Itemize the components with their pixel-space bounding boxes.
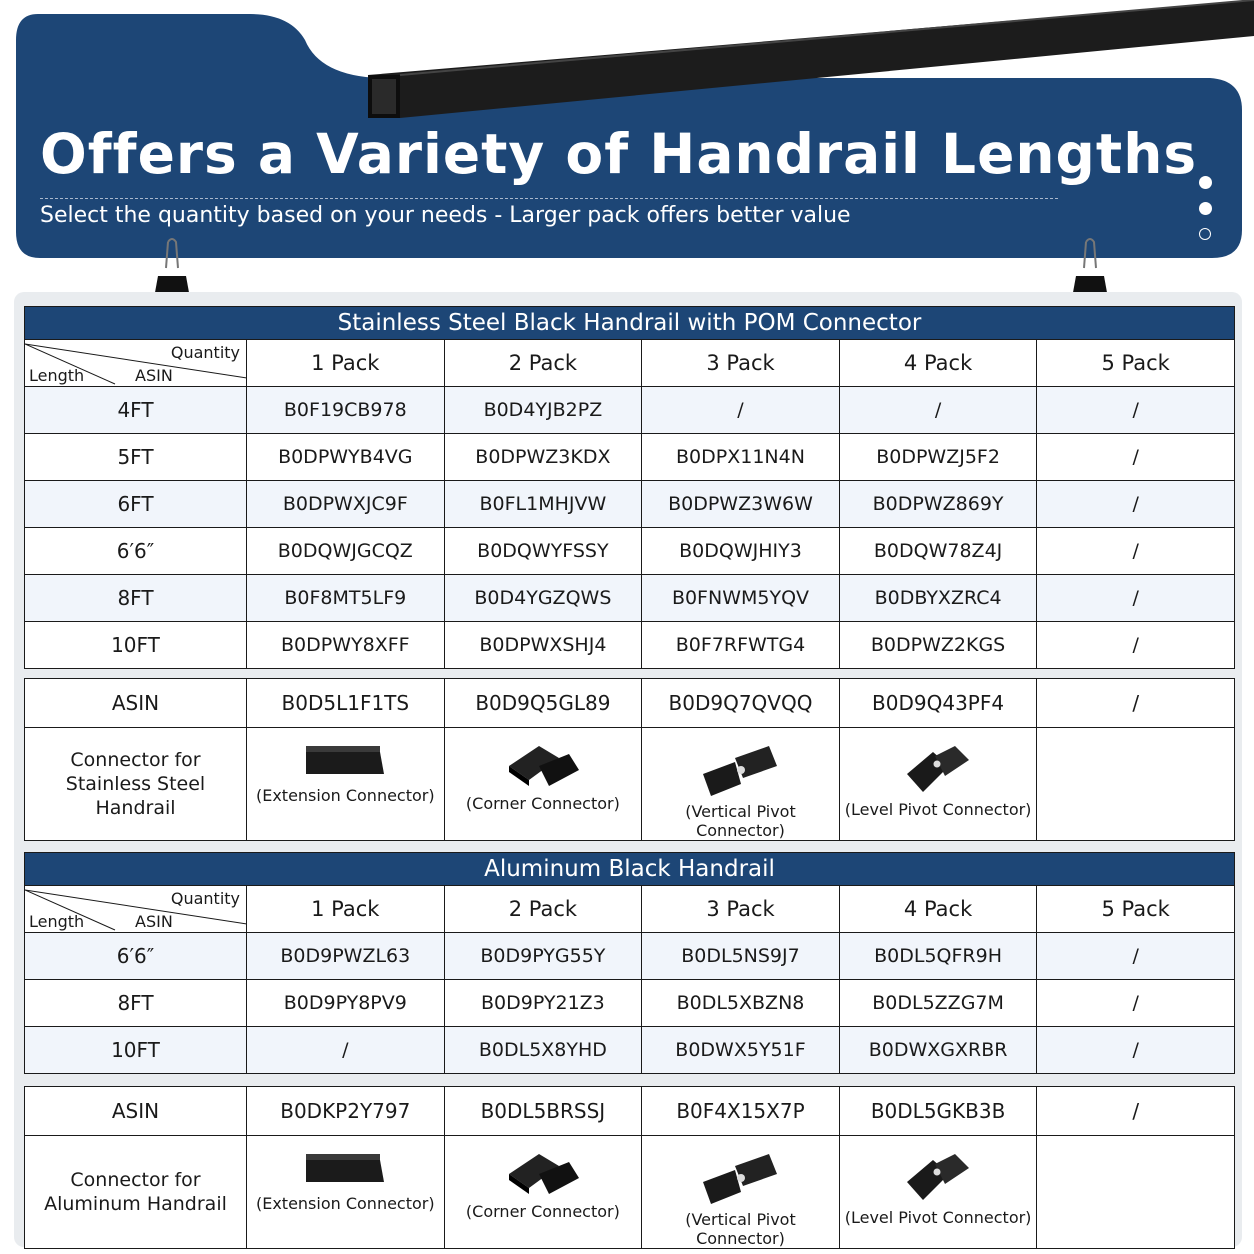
binder-clip-right-icon	[1070, 238, 1110, 300]
connector-caption: (Level Pivot Connector)	[844, 1208, 1032, 1227]
table-row	[25, 434, 1235, 481]
connector-label-line: Connector for	[70, 1169, 201, 1191]
connector-asin: B0DL5GKB3B	[839, 1087, 1037, 1136]
connector-cell	[642, 1136, 840, 1249]
pack-header: 5 Pack	[1037, 340, 1235, 387]
length-label: Length	[29, 366, 85, 385]
asin-cell: B0DPWXSHJ4	[444, 622, 642, 669]
connector-asin: /	[1037, 1087, 1235, 1136]
asin-cell: B0DQWYFSSY	[444, 528, 642, 575]
divider	[40, 198, 1058, 199]
header-corner-cell	[25, 340, 247, 387]
asin-cell: B0D9PWZL63	[247, 933, 445, 980]
pack-header: 2 Pack	[444, 886, 642, 933]
stainless-connector-table	[24, 678, 1235, 841]
asin-cell: B0DL5X8YHD	[444, 1027, 642, 1074]
table-row	[25, 481, 1235, 528]
connector-asin: B0D9Q5GL89	[444, 679, 642, 728]
corner-connector-image	[505, 744, 581, 788]
asin-cell: B0D9PYG55Y	[444, 933, 642, 980]
dot-indicator	[1199, 176, 1212, 189]
connector-cell	[247, 1136, 445, 1249]
connector-caption: (Vertical Pivot Connector)	[685, 1210, 796, 1248]
table-row	[25, 528, 1235, 575]
level-pivot-connector-image	[905, 1152, 971, 1202]
table-row	[25, 980, 1235, 1027]
aluminum-connector-table	[24, 1086, 1235, 1249]
asin-cell: B0DQW78Z4J	[839, 528, 1037, 575]
carousel-dots	[1199, 176, 1213, 253]
table-row	[25, 1027, 1235, 1074]
pack-header: 3 Pack	[642, 340, 840, 387]
connector-caption: (Extension Connector)	[255, 1194, 435, 1213]
connector-asin: B0F4X15X7P	[642, 1087, 840, 1136]
asin-cell: /	[247, 1027, 445, 1074]
asin-cell: B0DWXGXRBR	[839, 1027, 1037, 1074]
pack-header: 1 Pack	[247, 886, 445, 933]
connector-caption: (Vertical Pivot Connector)	[685, 802, 796, 840]
asin-cell: B0DL5XBZN8	[642, 980, 840, 1027]
asin-cell: B0FNWM5YQV	[642, 575, 840, 622]
asin-cell: B0F8MT5LF9	[247, 575, 445, 622]
length-cell: 6FT	[25, 481, 247, 528]
connector-caption: (Level Pivot Connector)	[844, 800, 1032, 819]
asin-cell: B0DPWZ3KDX	[444, 434, 642, 481]
aluminum-table	[24, 852, 1235, 1074]
extension-connector-image	[304, 744, 386, 780]
asin-cell: B0DQWJHIY3	[642, 528, 840, 575]
asin-row-label: ASIN	[25, 1087, 247, 1136]
asin-cell: B0F7RFWTG4	[642, 622, 840, 669]
length-cell: 5FT	[25, 434, 247, 481]
connector-cell	[839, 728, 1037, 841]
connector-asin: /	[1037, 679, 1235, 728]
quantity-label: Quantity	[170, 343, 240, 362]
header-banner	[0, 0, 1254, 270]
asin-label: ASIN	[135, 912, 173, 931]
asin-cell: B0DL5ZZG7M	[839, 980, 1037, 1027]
connector-cell	[444, 1136, 642, 1249]
asin-cell: B0DPX11N4N	[642, 434, 840, 481]
pack-header: 3 Pack	[642, 886, 840, 933]
connector-label-line: Aluminum Handrail	[44, 1193, 227, 1215]
asin-cell: B0DQWJGCQZ	[247, 528, 445, 575]
asin-cell: B0D9PY8PV9	[247, 980, 445, 1027]
asin-cell: B0F19CB978	[247, 387, 445, 434]
asin-cell: B0D4YJB2PZ	[444, 387, 642, 434]
table-title: Stainless Steel Black Handrail with POM Connector	[25, 307, 1235, 340]
connector-cell	[642, 728, 840, 841]
quantity-label: Quantity	[170, 889, 240, 908]
connector-cell-empty	[1037, 728, 1235, 841]
connector-asin: B0DL5BRSSJ	[444, 1087, 642, 1136]
header-corner-cell	[25, 886, 247, 933]
length-label: Length	[29, 912, 85, 931]
level-pivot-connector-image	[905, 744, 971, 794]
asin-cell: /	[1037, 528, 1235, 575]
asin-row-label: ASIN	[25, 679, 247, 728]
vertical-pivot-connector-image	[699, 744, 781, 796]
asin-cell: /	[1037, 933, 1235, 980]
asin-cell: /	[1037, 1027, 1235, 1074]
pack-header: 4 Pack	[839, 886, 1037, 933]
table-row	[25, 387, 1235, 434]
asin-cell: B0D9PY21Z3	[444, 980, 642, 1027]
connector-asin: B0D9Q43PF4	[839, 679, 1037, 728]
page-title: Offers a Variety of Handrail Lengths	[40, 122, 1198, 186]
asin-cell: B0DPWXJC9F	[247, 481, 445, 528]
asin-cell: /	[1037, 622, 1235, 669]
connector-caption: (Corner Connector)	[465, 794, 620, 813]
connector-label-line: Stainless Steel Handrail	[65, 773, 206, 819]
connector-cell	[839, 1136, 1037, 1249]
table-row	[25, 933, 1235, 980]
length-cell: 8FT	[25, 575, 247, 622]
asin-cell: /	[1037, 481, 1235, 528]
length-cell: 6′6″	[25, 933, 247, 980]
asin-cell: B0DPWYB4VG	[247, 434, 445, 481]
asin-cell: B0DL5QFR9H	[839, 933, 1037, 980]
asin-cell: B0DPWZ2KGS	[839, 622, 1037, 669]
asin-cell: B0DPWZ3W6W	[642, 481, 840, 528]
connector-asin: B0D5L1F1TS	[247, 679, 445, 728]
asin-cell: B0DPWZJ5F2	[839, 434, 1037, 481]
asin-label: ASIN	[135, 366, 173, 385]
asin-cell: /	[1037, 575, 1235, 622]
vertical-pivot-connector-image	[699, 1152, 781, 1204]
connector-cell	[247, 728, 445, 841]
connector-caption: (Corner Connector)	[465, 1202, 620, 1221]
dot-indicator	[1199, 228, 1211, 240]
page-subtitle: Select the quantity based on your needs - Larger pack offers better value	[40, 203, 851, 228]
length-cell: 6′6″	[25, 528, 247, 575]
asin-cell: /	[642, 387, 840, 434]
pack-header: 2 Pack	[444, 340, 642, 387]
asin-cell: B0DBYXZRC4	[839, 575, 1037, 622]
corner-connector-image	[505, 1152, 581, 1196]
extension-connector-image	[304, 1152, 386, 1188]
dot-indicator	[1199, 202, 1212, 215]
asin-cell: B0FL1MHJVW	[444, 481, 642, 528]
asin-cell: /	[839, 387, 1037, 434]
pack-header: 4 Pack	[839, 340, 1037, 387]
pack-header: 1 Pack	[247, 340, 445, 387]
asin-cell: B0D4YGZQWS	[444, 575, 642, 622]
table-row	[25, 622, 1235, 669]
asin-cell: /	[1037, 387, 1235, 434]
asin-cell: B0DPWY8XFF	[247, 622, 445, 669]
length-cell: 10FT	[25, 622, 247, 669]
asin-cell: /	[1037, 980, 1235, 1027]
table-row	[25, 575, 1235, 622]
connector-label	[25, 728, 247, 841]
connector-caption: (Extension Connector)	[255, 786, 435, 805]
length-cell: 8FT	[25, 980, 247, 1027]
connector-label	[25, 1136, 247, 1249]
asin-cell: B0DWX5Y51F	[642, 1027, 840, 1074]
table-title: Aluminum Black Handrail	[25, 853, 1235, 886]
connector-label-line: Connector for	[70, 749, 201, 771]
binder-clip-left-icon	[152, 238, 192, 300]
asin-cell: B0DPWZ869Y	[839, 481, 1037, 528]
asin-cell: /	[1037, 434, 1235, 481]
length-cell: 10FT	[25, 1027, 247, 1074]
length-cell: 4FT	[25, 387, 247, 434]
connector-asin: B0D9Q7QVQQ	[642, 679, 840, 728]
connector-asin: B0DKP2Y797	[247, 1087, 445, 1136]
stainless-table	[24, 306, 1235, 669]
connector-cell	[444, 728, 642, 841]
connector-cell-empty	[1037, 1136, 1235, 1249]
asin-cell: B0DL5NS9J7	[642, 933, 840, 980]
pack-header: 5 Pack	[1037, 886, 1235, 933]
